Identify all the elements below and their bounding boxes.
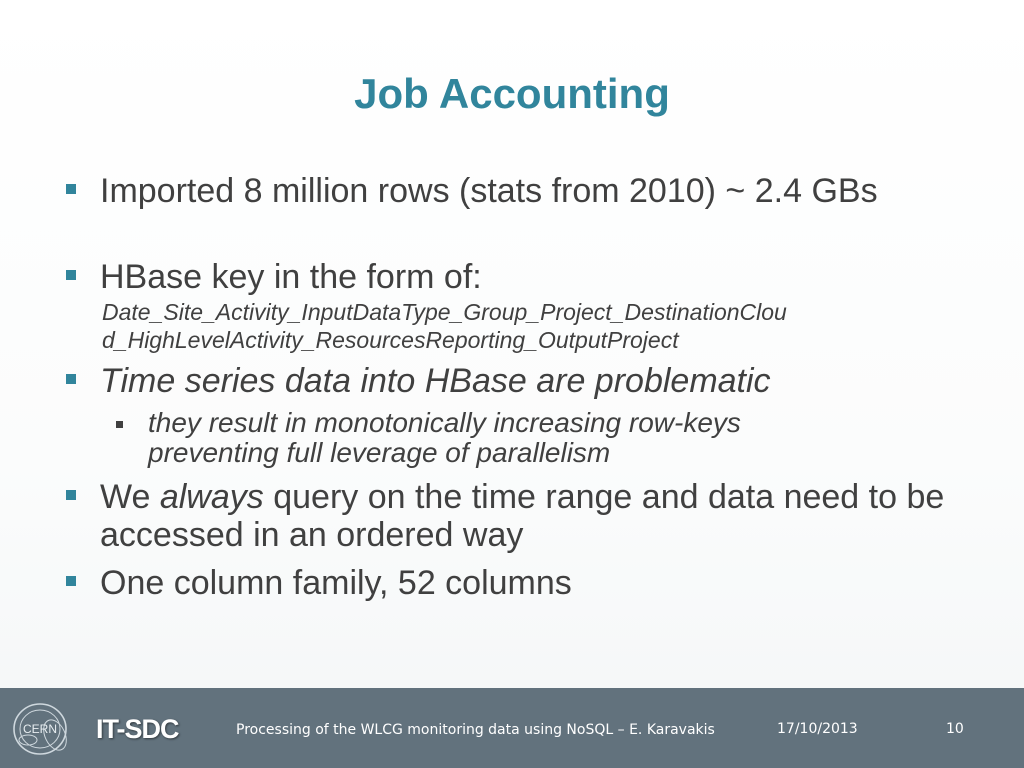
bullet-text: Time series data into HBase are problematic <box>100 362 771 400</box>
bullet-text: One column family, 52 columns <box>100 564 572 602</box>
sub-bullet-text: they result in monotonically increasing row-keys preventing full leverage of parallelism <box>148 407 741 468</box>
footer-date: 17/10/2013 <box>777 721 858 737</box>
bullet-marker-icon <box>66 270 76 280</box>
footer-caption: Processing of the WLCG monitoring data using NoSQL – E. Karavakis <box>236 722 715 738</box>
sub-bullet-marker-icon <box>116 421 123 428</box>
bullet-text-emphasis: always <box>159 478 264 516</box>
bullet-text: Imported 8 million rows (stats from 2010) ~ 2.4 GBs <box>100 172 878 210</box>
slide-footer <box>0 688 1024 768</box>
bullet-marker-icon <box>66 374 76 384</box>
bullet-marker-icon <box>66 184 76 194</box>
bullet-marker-icon <box>66 490 76 500</box>
hbase-key-line-2: d_HighLevelActivity_ResourcesReporting_OutputProject <box>102 327 679 353</box>
bullet-text-pre: We <box>100 478 160 516</box>
bullet-marker-icon <box>66 576 76 586</box>
bullet-text <box>100 478 960 554</box>
page-number: 10 <box>946 721 964 737</box>
bullet-text: HBase key in the form of: <box>100 258 482 296</box>
cern-logo-text: CERN <box>22 722 58 736</box>
hbase-key-line-1: Date_Site_Activity_InputDataType_Group_Project_DestinationClou <box>102 299 787 325</box>
bullet-text-post: query on the time range and data need to be accessed in an ordered way <box>100 478 945 554</box>
department-label: IT-SDC <box>96 714 179 744</box>
slide-title: Job Accounting <box>354 70 670 117</box>
cern-logo-icon <box>10 700 70 758</box>
